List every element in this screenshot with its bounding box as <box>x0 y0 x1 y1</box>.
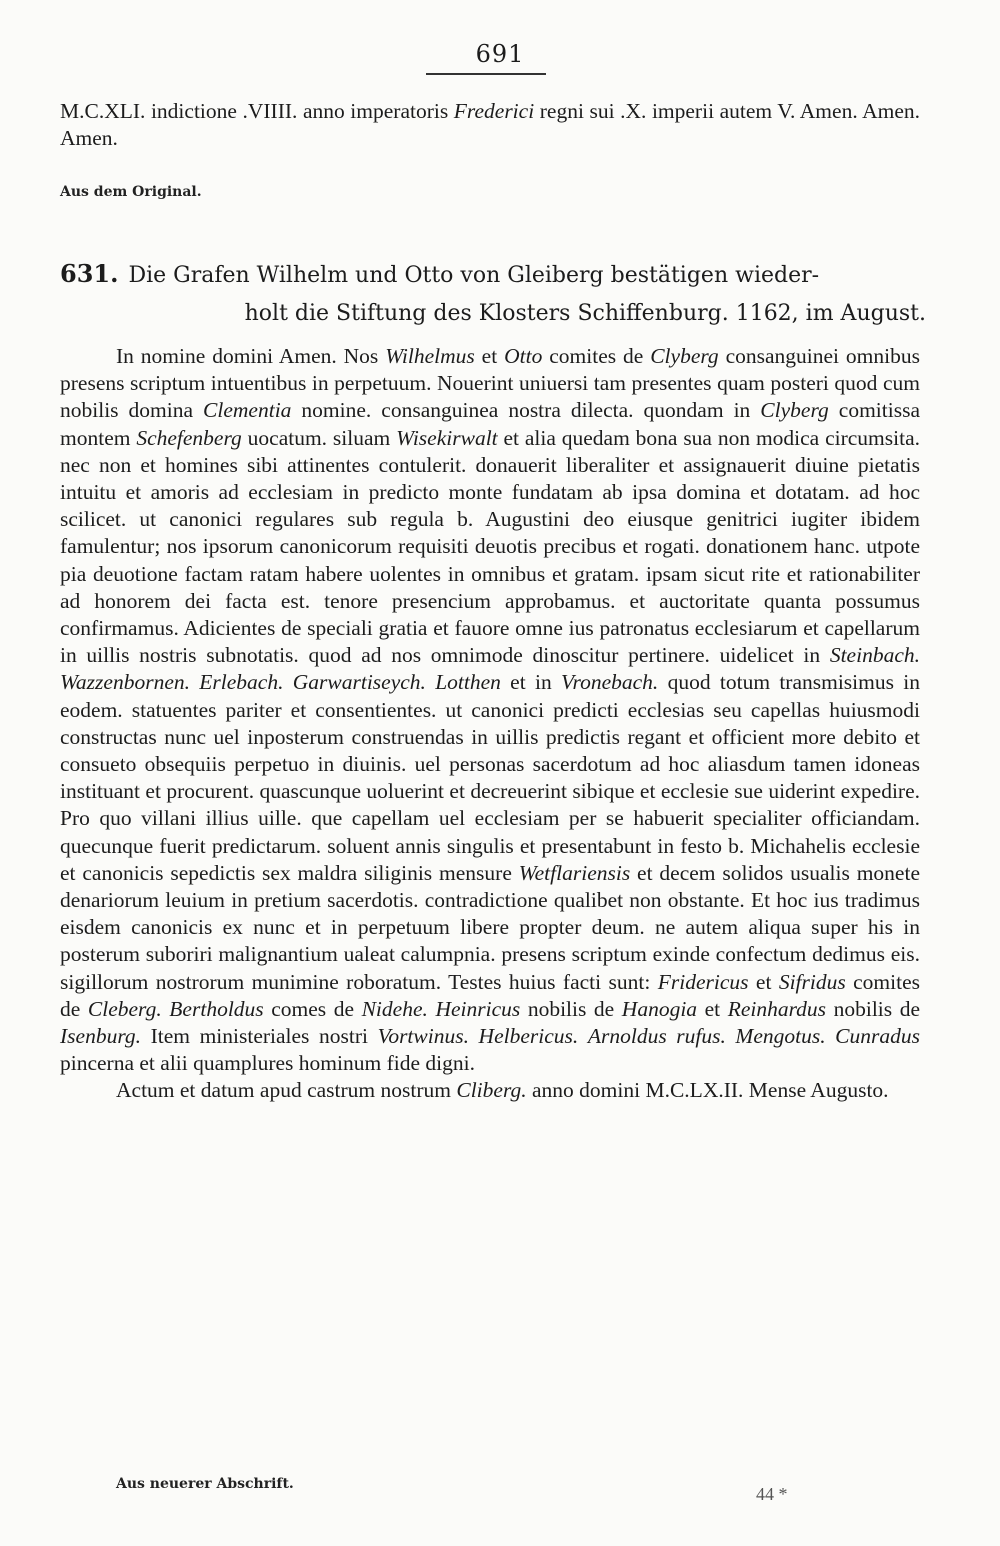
intro-paragraph <box>60 98 920 152</box>
source-note-original: Aus dem Original. <box>60 184 202 200</box>
charter-paragraph: In nomine domini Amen. Nos Wilhelmus et Otto comites de Clyberg consanguinei omnibus presens scriptum intuentibus in perpetuum. Nouerint uniuersi tam presentes quam posteri quod cum nobilis domina Clementia nomine. consanguinea nostra dilecta. quondam in Clyberg comitissa montem Schefenberg uocatum. siluam Wisekirwalt et alia quedam bona sua non modica circumsita. nec non et homines sibi attinentes contulerit. donauerit liberaliter et assignauerit diuine pietatis intuitu et amoris ad ecclesiam in predicto monte fundatam ab ipsa domina et dotatam. ad hoc scilicet. ut canonici regulares sub regula b. Augustini deo eiusque genitrici iugiter ibidem famulentur; nos ipsorum canonicorum requisiti deuotis precibus et rogati. donationem hanc. utpote pia deuotione factam ratam habere uolentes in omnibus et gratam. ipsam sicut rite et rationabiliter ad honorem dei facta est. tenore presencium approbamus. et auctoritate quanta possumus confirmamus. Adicientes de speciali gratia et fauore omne ius patronatus ecclesiarum et capellarum in uillis nostris subnotatis. quod ad nos omnimode dinoscitur pertinere. uidelicet in Steinbach. Wazzenbornen. Erlebach. Garwartiseych. Lotthen et in Vronebach. quod totum transmisimus in eodem. statuentes pariter et consentientes. ut canonici predicti ecclesias seu capellas huiusmodi constructas nunc uel inposterum construendas in uillis predictis regant et officient more debito et consueto obsequiis perpetuo in diuinis. uel personas sacerdotum ad hoc aliasdum tamen idoneas instituant et procurent. quascunque uoluerint et decreuerint sibique et ecclesie sue uiderint expedire. Pro quo villani illius uille. que capellam uel ecclesiam per se habuerit specialiter officiandam. quecunque fuerit predictarum. soluent annis singulis et presentabunt in festo b. Michahelis ecclesie et canonicis sepedictis sex maldra siliginis mensure Wetflariensis et decem solidos usualis monete denariorum leuium in pretium sacerdotis. contradictione qualibet non obstante. Et hoc ius tradimus eisdem canonicis ex nunc et in perpetuum libere propter deum. ne autem aliqua super his in posterum suboriri malignantium ualeat calumpnia. presens scriptum exinde confectum dedimus eis. sigillorum nostrorum munimine roboratum. Testes huius facti sunt: Fridericus et Sifridus comites de Cleberg. Bertholdus comes de Nidehe. Heinricus nobilis de Hanogia et Reinhardus nobilis de Isenburg. Item ministeriales nostri Vortwinus. Helbericus. Arnoldus rufus. Mengotus. Cunradus pincerna et alii quamplures hominum fide digni. <box>60 344 921 1076</box>
charter-text <box>60 343 920 1105</box>
intro-text: regni sui .X. imperii autem V. Amen. Amen. Amen. <box>60 99 920 151</box>
intro-text: M.C.XLI. indictione .VIIII. anno imperatoris <box>60 99 454 123</box>
page-number-rule <box>426 73 546 75</box>
charter-dating-paragraph: Actum et datum apud castrum nostrum Cliberg. anno domini M.C.LX.II. Mense Augusto. <box>116 1078 889 1103</box>
intro-name: Frederici <box>453 99 535 123</box>
signature-mark: 44 * <box>756 1484 788 1504</box>
document-title-line1: Die Grafen Wilhelm und Otto von Gleiberg bestätigen wieder- <box>128 263 820 288</box>
document-number: 631. <box>60 259 119 288</box>
document-title-line2: holt die Stiftung des Klosters Schiffenburg. 1162, im August. <box>244 301 926 326</box>
source-note-copy: Aus neuerer Abschrift. <box>116 1476 294 1492</box>
page-number: 691 <box>475 40 525 68</box>
document-heading <box>60 255 926 333</box>
